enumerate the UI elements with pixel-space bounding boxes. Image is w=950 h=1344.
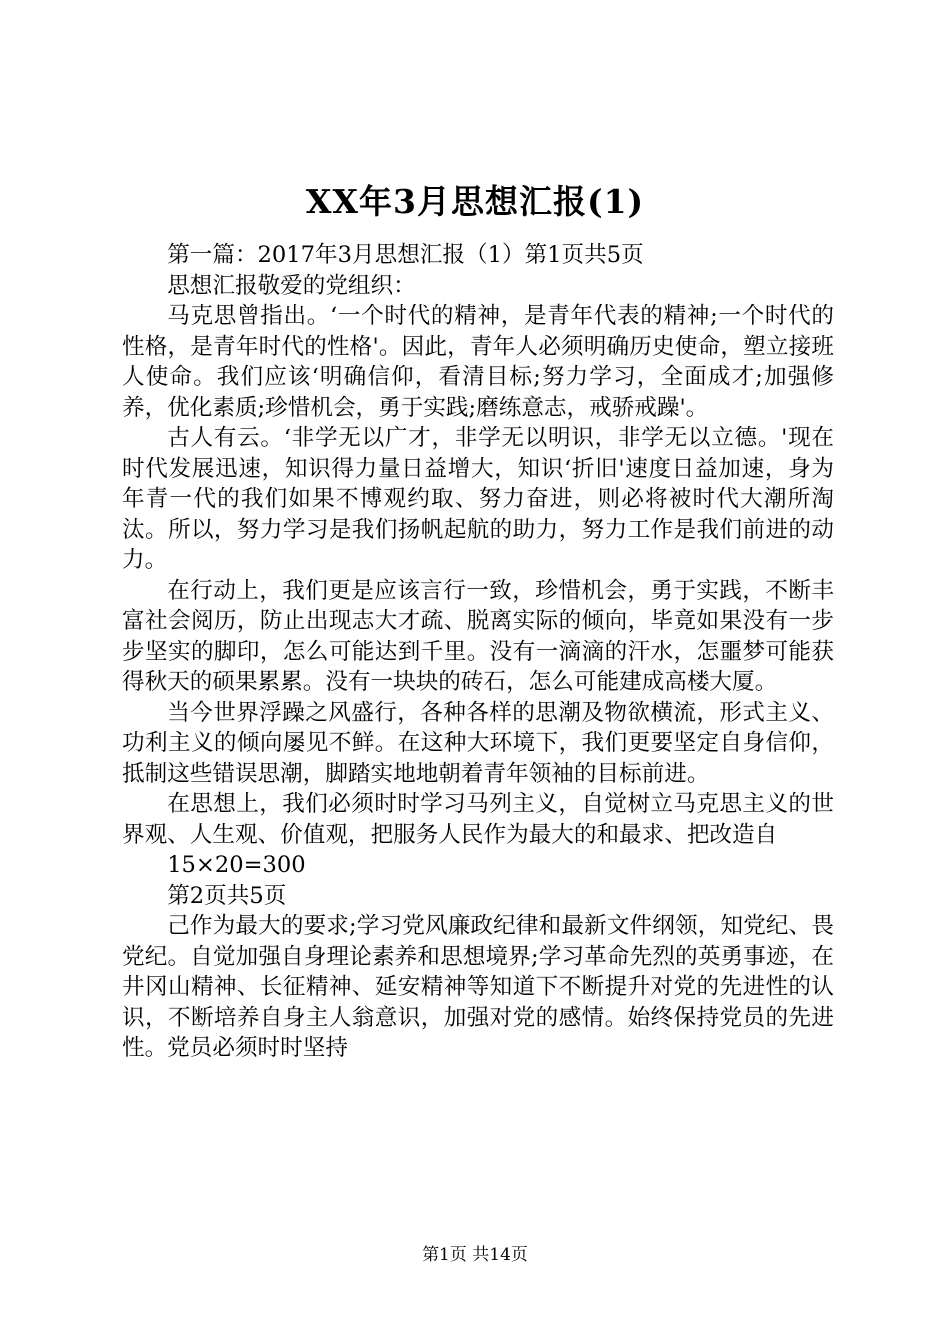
paragraph-chapter-heading: 第一篇：2017年3月思想汇报（1）第1页共5页 [167,242,644,268]
paragraph-body: 在思想上，我们必须时时学习马列主义，自觉树立马克思主义的世界观、人生观、价值观，把服务人民作为最大的和最求、把改造自 [122,791,834,848]
paragraph-salutation: 思想汇报敬爱的党组织： [167,272,416,299]
page-footer: 第1页 共14页 [422,1245,528,1265]
paragraph-page-marker: 第2页共5页 [167,882,287,909]
paragraph-body: 古人有云。‘非学无以广才，非学无以明识，非学无以立德。'现在时代发展迅速，知识得力量日益增大，知识‘折旧'速度日益加速，身为年青一代的我们如果不博观约取、努力奋进，则必将被时代大潮所淘汰。所以，努力学习是我们扬帆起航的助力，努力工作是我们前进的动力。 [122,425,834,573]
document-body [122,240,834,1064]
document-title: XX年3月思想汇报(1) [305,182,645,221]
paragraph-body: 马克思曾指出。‘一个时代的精神，是青年代表的精神;一个时代的性格，是青年时代的性格'。因此，青年人必须明确历史使命，塑立接班人使命。我们应该‘明确信仰，看清目标;努力学习，全面成才;加强修养，优化素质;珍惜机会，勇于实践;磨练意志，戒骄戒躁'。 [122,303,834,421]
paragraph-body: 在行动上，我们更是应该言行一致，珍惜机会，勇于实践，不断丰富社会阅历，防止出现志大才疏、脱离实际的倾向，毕竟如果没有一步步坚实的脚印，怎么可能达到千里。没有一滴滴的汗水，怎噩梦可能获得秋天的硕果累累。没有一块块的砖石，怎么可能建成高楼大厦。 [122,577,834,695]
paragraph-body: 当今世界浮躁之风盛行，各种各样的思潮及物欲横流，形式主义、功利主义的倾向屡见不鲜。在这种大环境下，我们更要坚定自身信仰，抵制这些错误思潮，脚踏实地地朝着青年领袖的目标前进。 [122,699,834,787]
paragraph-grid-note: 15×20=300 [167,852,306,878]
paragraph-body: 己作为最大的要求;学习党风廉政纪律和最新文件纲领，知党纪、畏党纪。自觉加强自身理论素养和思想境界;学习革命先烈的英勇事迹，在井冈山精神、长征精神、延安精神等知道下不断提升对党的先进性的认识，不断培养自身主人翁意识，加强对党的感情。始终保持党员的先进性。党员必须时时坚持 [122,913,834,1061]
